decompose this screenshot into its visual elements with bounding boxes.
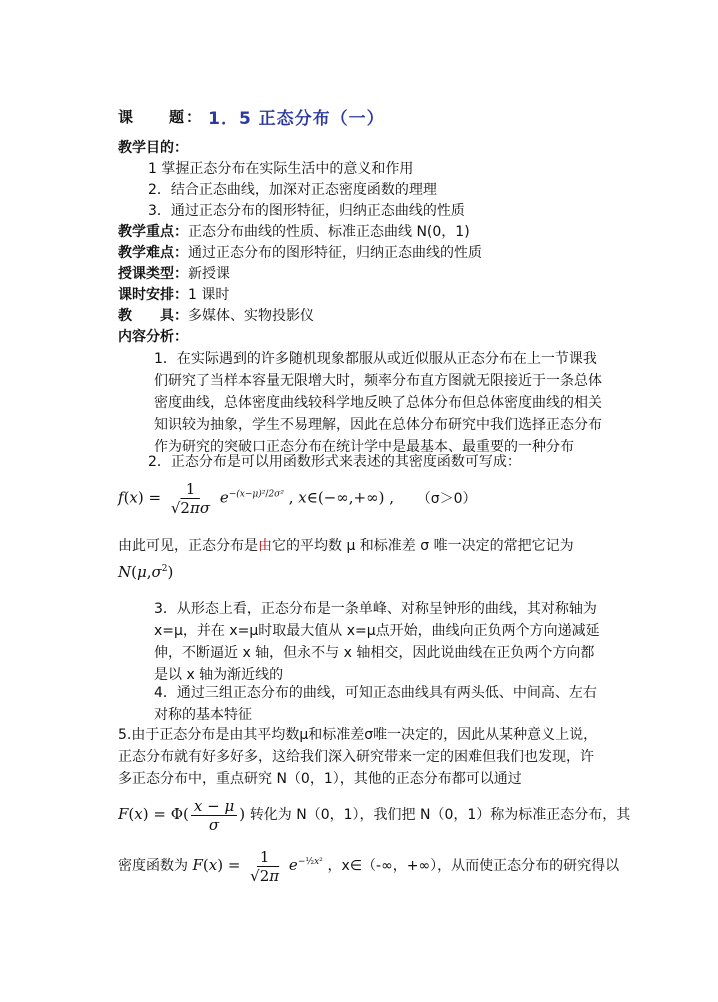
paragraph-5-text: 4．通过三组正态分布的曲线，可知正态曲线具有两头低、中间高、左右对称的基本特征 (154, 685, 597, 723)
difficulties-text: 通过正态分布的图形特征，归纳正态曲线的性质 (188, 245, 482, 261)
title-text: 1．5 正态分布（一） (208, 109, 385, 129)
difficulties-row (118, 243, 606, 264)
p3-part-c: 它的平均数 μ 和标准差 σ 唯一决定的常把它记为 (272, 538, 574, 554)
goal-item-3: 3．通过正态分布的图形特征，归纳正态曲线的性质 (148, 203, 465, 219)
goal-item-2: 2．结合正态曲线，加深对正态密度函数的理理 (148, 182, 437, 198)
standard-density-formula: F(x) = $\frac{1}{√2\pi}$ $e^{-\frac{1}{2}x^2}$ (192, 847, 323, 885)
title-label: 课 题： (118, 108, 204, 126)
tools-text: 多媒体、实物投影仪 (188, 308, 314, 324)
formula-fraction: $\frac{1}{√2\pi\sigma}$ (170, 480, 211, 517)
density-formula: f(x) = $\frac{1}{√2\pi\sigma}$ $e^{-(x-\mu)^2/2\sigma^2}$ , x∈(−∞,+∞) , （σ＞0） (118, 480, 477, 517)
lesson-type-row (118, 264, 606, 285)
transform-formula: F(x) = Φ( $\frac{x - \mu}{\sigma}$ ) (118, 796, 250, 834)
goals-heading: 教学目的： (118, 140, 188, 156)
transform-text: 转化为 N（0，1），我们把 N（0，1）称为标准正态分布，其 (249, 807, 631, 823)
paragraph-1 (118, 348, 604, 458)
p7-part-a: 密度函数为 (118, 858, 188, 874)
paragraph-5 (118, 682, 604, 726)
transform-row (118, 794, 631, 834)
schedule-text: 1 课时 (188, 287, 230, 303)
goal-item-1: 1 掌握正态分布在实际生活中的意义和作用 (148, 161, 414, 177)
p3-part-b: 由 (258, 538, 272, 554)
difficulties-label: 教学难点： (118, 245, 188, 261)
tools-row (118, 306, 606, 327)
paragraph-3 (118, 536, 606, 557)
lesson-type-text: 新授课 (188, 266, 230, 282)
lesson-type-label: 授课类型： (118, 266, 188, 282)
standard-density-row (118, 838, 620, 886)
p3-part-a: 由此可见，正态分布是 (118, 538, 258, 554)
paragraph-6-text: 5.由于正态分布是由其平均数μ和标准差σ唯一决定的，因此从某种意义上说，正态分布就有好多好多，这给我们深入研究带来一定的困难但我们也发现，许多正态分布中，重点研究 N（0，1），其他的正态分布都可以通过 (118, 727, 598, 787)
key-points-label: 教学重点： (118, 224, 188, 240)
schedule-row (118, 285, 606, 306)
paragraph-2: 2．正态分布是可以用函数形式来表述的其密度函数可写成： (148, 454, 521, 470)
key-points-row (118, 222, 606, 243)
content-heading: 内容分析： (118, 329, 188, 345)
paragraph-1-text: 1．在实际遇到的许多随机现象都服从或近似服从正态分布在上一节课我们研究了当样本容量无限增大时，频率分布直方图就无限接近于一条总体密度曲线，总体密度曲线较科学地反映了总体分布但总体密度曲线的相关知识较为抽象，学生不易理解，因此在总体分布研究中我们选择正态分布作为研究的突破口正态分布在统计学中是最基本、最重要的一种分布 (154, 351, 602, 455)
normal-notation: $N(\mu,\sigma^2)$ (118, 563, 174, 581)
paragraph-4-text: 3．从形态上看，正态分布是一条单峰、对称呈钟形的曲线，其对称轴为 x=μ，并在 x=μ时取最大值从 x=μ点开始，曲线向正负两个方向递减延伸，不断逼近 x 轴，但永不与 x 轴相交，因此说曲线在正负两个方向都是以 x 轴为渐近线的 (154, 601, 600, 683)
schedule-label: 课时安排： (118, 287, 188, 303)
key-points-text: 正态分布曲线的性质、标准正态曲线 N(0，1) (188, 224, 470, 240)
p7-part-b: ，x∈（-∞，+∞），从而使正态分布的研究得以 (327, 858, 620, 874)
paragraph-4 (118, 598, 604, 686)
sigma-condition: （σ＞0） (416, 490, 477, 507)
lesson-title (118, 104, 385, 132)
paragraph-6 (118, 724, 604, 790)
tools-label: 教 具： (118, 308, 188, 324)
